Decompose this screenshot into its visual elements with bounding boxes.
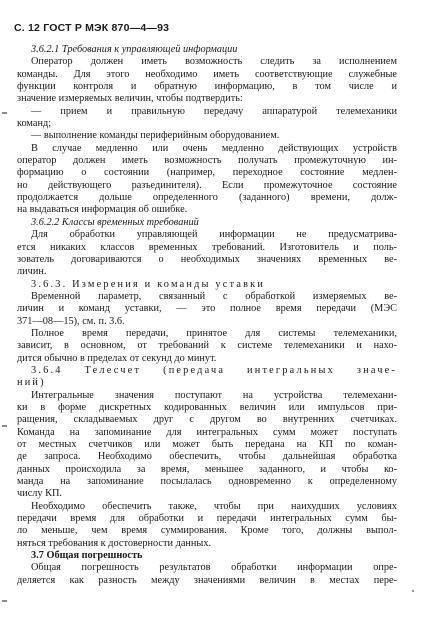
text-line: няться требования к достоверности данных. <box>17 537 212 549</box>
text-line: команды. Для этого необходимо иметь соответствующие служебные <box>17 68 397 80</box>
text-line: дится обычно в пределах от секунд до минут. <box>17 352 217 364</box>
text-line: 3.6.2.2 Классы временных требований <box>31 216 199 228</box>
page-header: С. 12 ГОСТ Р МЭК 870—4—93 <box>14 22 170 34</box>
text-line: зователь договариваются о необходимых значениях временных ве- <box>17 253 397 265</box>
text-line: формацию о состоянии (например, переходное состояние медлен- <box>17 167 397 179</box>
text-line: ки в форме дискретных кодированных величин или импульсов при- <box>17 401 397 413</box>
text-line: от местных счетчиков или может быть передана на КП по коман- <box>17 439 397 450</box>
text-line: но действующего разъединителя). Если промежуточное состояние <box>17 179 397 191</box>
scan-mark <box>2 600 7 602</box>
text-line: Интегральные значения поступают на устройства телемехани- <box>31 389 397 401</box>
text-line: числу КП. <box>17 488 62 500</box>
text-line: ний) <box>17 377 46 389</box>
document-body <box>17 44 397 587</box>
text-line: команд; <box>17 118 52 130</box>
text-line: В случае медленно или очень медленно действующих устройств <box>31 142 397 154</box>
text-line: 371—08—15), см. п. 3.6. <box>17 315 125 327</box>
text-line: деляется как разность между значениями величин в местах пере- <box>17 574 397 586</box>
text-line: личин и команд уставки, — это полное время передачи (МЭС <box>17 303 397 315</box>
text-line: зависит, в основном, от требований к системе телемеханики и нахо- <box>17 340 397 352</box>
text-line: функции контроля и обратную информацию, в том числе и <box>17 81 397 93</box>
text-line: Команда на запоминание для интегральных сумм может поступать <box>17 426 397 438</box>
text-line: Необходимо обеспечить также, чтобы при наихудших условиях <box>31 500 397 512</box>
text-line: передачи время для обработки и передачи интегральных сумм бы- <box>17 513 397 525</box>
text-line: оператор должен иметь возможность получать промежуточную ин- <box>17 155 397 167</box>
text-line: 3.6.4 Телесчет (передача интегральных значе- <box>31 364 397 376</box>
scan-mark <box>2 112 7 114</box>
text-line: 3.7 Общая погрешность <box>31 550 143 562</box>
text-line: данных происходила за время, меньшее заданного, и чтобы ко- <box>17 463 397 475</box>
text-line: личин. <box>17 266 47 278</box>
text-line: продолжается дольше определенного (заданного) времени, долж- <box>17 192 397 204</box>
text-line: — прием и правильную передачу аппаратурой телемеханики <box>31 105 397 117</box>
text-line: ращения, складываемых друг с другом во внутренних счетчиках. <box>17 414 397 426</box>
text-line: — выполнение команды периферийным оборудованием. <box>31 130 280 142</box>
text-line: ется никаких классов временных требований. Изготовитель и поль- <box>17 241 397 253</box>
scan-speck <box>412 590 414 592</box>
text-line: Оператор должен иметь возможность следить за исполнением <box>31 56 397 68</box>
text-line: де запроса. Необходимо обеспечить, чтобы дальнейшая обработка <box>17 451 397 463</box>
text-line: Временной параметр, связанный с обработкой измеряемых ве- <box>31 290 397 302</box>
text-line: Для обработки управляющей информации не предусматрива- <box>31 229 397 241</box>
text-line: Полное время передачи, принятое для системы телемеханики, <box>31 327 397 339</box>
text-line: на выдаваться информация об ошибке. <box>17 204 188 216</box>
text-line: Общая погрешность результатов обработки информации опре- <box>31 562 397 574</box>
text-line: ло меньше, чем время суммирования. Кроме того, должны выпол- <box>17 525 397 537</box>
text-line: значение измеряемых величин, чтобы подтвердить: <box>17 93 243 105</box>
scan-mark <box>2 425 7 427</box>
text-line: 3.6.3. Измерения и команды уставки <box>31 278 266 290</box>
text-line: 3.6.2.1 Требования к управляющей информации <box>31 44 238 55</box>
text-line: манда на запоминание посылалась одновременно к определенному <box>17 476 397 488</box>
